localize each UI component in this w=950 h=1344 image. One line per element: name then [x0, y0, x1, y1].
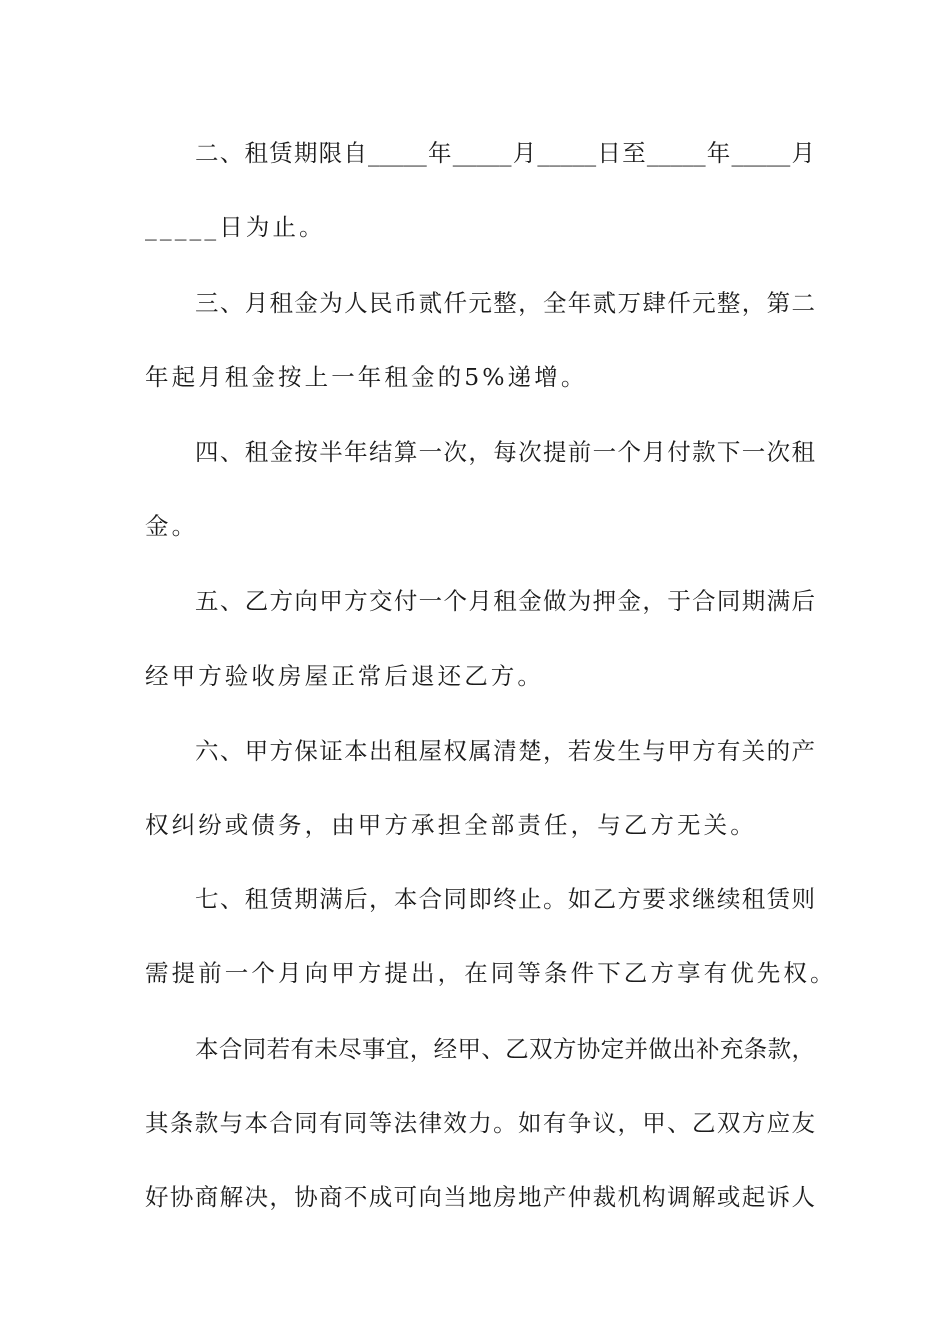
supplement-line-3: 好协商解决，协商不成可向当地房地产仲裁机构调解或起诉人 — [145, 1183, 815, 1211]
supplement-line-2: 其条款与本合同有同等法律效力。如有争议，甲、乙双方应友 — [145, 1109, 815, 1137]
clause-2-line-2: _____日为止。 — [145, 213, 326, 241]
clause-4-line-1: 四、租金按半年结算一次，每次提前一个月付款下一次租 — [195, 438, 815, 466]
clause-7-line-1: 七、租赁期满后，本合同即终止。如乙方要求继续租赁则 — [195, 885, 815, 913]
clause-2-line-1: 二、租赁期限自_____年_____月_____日至_____年_____月 — [195, 139, 815, 167]
clause-7-line-2: 需提前一个月向甲方提出，在同等条件下乙方享有优先权。 — [145, 959, 837, 987]
clause-3-line-2: 年起月租金按上一年租金的5%递增。 — [145, 363, 588, 391]
clause-5-line-2: 经甲方验收房屋正常后退还乙方。 — [145, 662, 544, 690]
clause-4-line-2: 金。 — [145, 512, 199, 540]
clause-5-line-1: 五、乙方向甲方交付一个月租金做为押金，于合同期满后 — [195, 587, 815, 615]
supplement-line-1: 本合同若有未尽事宜，经甲、乙双方协定并做出补充条款， — [195, 1035, 815, 1063]
clause-6-line-1: 六、甲方保证本出租屋权属清楚，若发生与甲方有关的产 — [195, 737, 815, 765]
clause-3-line-1: 三、月租金为人民币贰仟元整，全年贰万肆仟元整，第二 — [195, 289, 815, 317]
clause-6-line-2: 权纠纷或债务，由甲方承担全部责任，与乙方无关。 — [145, 811, 757, 839]
